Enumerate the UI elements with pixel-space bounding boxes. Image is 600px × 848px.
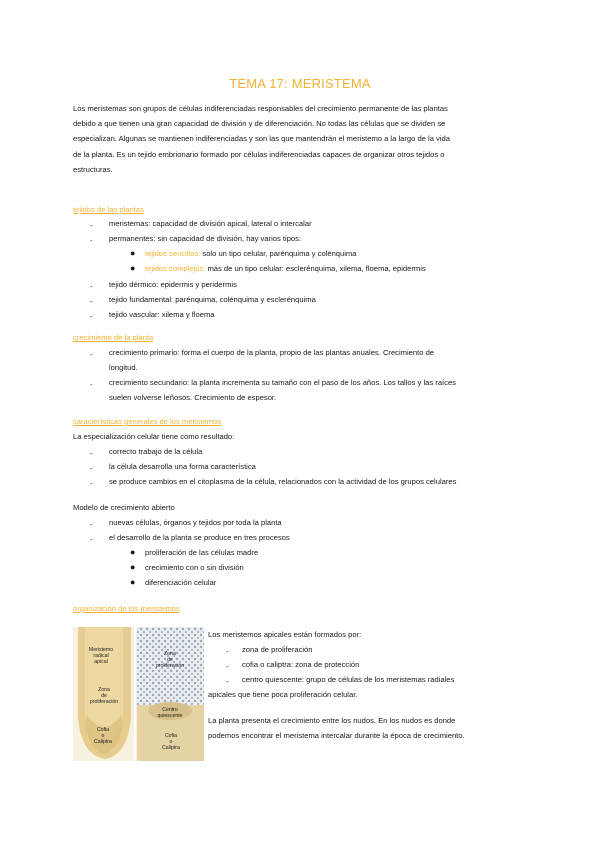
paragraph-line: podemos encontrar el meristema intercalar durante la época de crecimiento.: [208, 731, 465, 740]
meristem-micrograph-figure: [73, 627, 204, 761]
list-item: nuevas células, órganos y tejidos por toda la planta: [109, 518, 282, 527]
intro-line: estructuras.: [73, 164, 113, 174]
subitem-text: solo un tipo celular, parénquima y colénquima: [200, 249, 357, 258]
dash-bullet: -: [90, 221, 93, 230]
list-item: el desarrollo de la planta se produce en tres procesos: [109, 533, 290, 542]
subitem-text: más de un tipo celular: esclerénquima, xilema, floema, epidermis: [205, 264, 426, 273]
list-item: crecimiento primario: forma el cuerpo de la planta, propio de las plantas anuales. Crecimiento de: [109, 348, 435, 357]
list-item: centro quiescente: grupo de células de los meristemas radiales: [242, 675, 455, 684]
section-heading-caracteristicas: características generales de los meristemos: [73, 417, 222, 426]
list-item: tejido vascular: xilema y floema: [109, 310, 215, 319]
list-item: tejido dérmico: epidermis y peridermis: [109, 280, 237, 289]
figure-label-cofia-right: Cofia o Caliptra: [162, 733, 180, 751]
page-title: TEMA 17: MERISTEMA: [229, 76, 371, 91]
figure-label-centro: Centro quiescente: [157, 707, 183, 719]
intro-line: especializan. Algunas se mantienen indiferenciadas y son las que mantendrán el meristemo a la largo de la vida: [73, 134, 450, 144]
list-subitem: crecimiento con o sin división: [145, 563, 244, 572]
list-subitem: proliferación de las células madre: [145, 548, 259, 557]
dash-bullet: -: [226, 647, 229, 656]
list-item: crecimiento secundario: la planta incrementa su tamaño con el paso de los años. Los tallos y las raíces: [109, 378, 456, 387]
dash-bullet: -: [90, 479, 93, 488]
list-subitem: [145, 261, 426, 276]
dot-bullet: ●: [130, 248, 136, 258]
dash-bullet: -: [90, 535, 93, 544]
list-item-cont: longitud.: [109, 363, 138, 372]
figure-label-zona-right: Zona de proliferación: [155, 651, 185, 669]
list-item: cofia o caliptra: zona de protección: [242, 660, 360, 669]
intro-line: de la planta. Es un tejido embrionario formado por células indiferenciadas capaces de organizar otros tejidos o: [73, 149, 445, 159]
section-heading-tejidos: tejidos de las plantas: [73, 205, 144, 214]
dot-bullet: ●: [130, 263, 136, 273]
figure-label-meristemo: Meristemo radical apical: [88, 647, 114, 665]
figure-label-zona: Zona de proliferación: [89, 687, 119, 705]
list-item: tejido fundamental: parénquima, colénquima y esclerénquima: [109, 295, 316, 304]
highlight-term: tejidos complejos:: [145, 264, 206, 273]
intro-line: debido a que tienen una gran capacidad de división y de diferenciación. No todas las células que se dividen se: [73, 119, 446, 129]
dash-bullet: -: [90, 449, 93, 458]
list-item: meristemas: capacidad de división apical, lateral o intercalar: [109, 219, 312, 228]
list-item: se produce cambios en el citoplasma de la célula, relacionados con la actividad de los grupos celulares: [109, 477, 457, 486]
dot-bullet: ●: [130, 562, 136, 572]
dash-bullet: -: [90, 282, 93, 291]
figure-label-cofia: Cofia o Caliptra: [94, 727, 112, 745]
highlight-term: tejidos sencillos:: [145, 249, 201, 258]
dash-bullet: -: [90, 312, 93, 321]
list-subitem: [145, 246, 356, 261]
dash-bullet: -: [90, 464, 93, 473]
intro-line: Los meristemas son grupos de células indiferenciadas responsables del crecimiento permanente de las plantas: [73, 104, 448, 113]
paragraph-line: La planta presenta el crecimiento entre los nudos. En los nudos es donde: [208, 716, 456, 725]
section-heading-crecimiento: crecimiento de la planta: [73, 333, 154, 342]
intro-paragraph: [73, 101, 533, 177]
dot-bullet: ●: [130, 577, 136, 587]
section-lead: La especialización celular tiene como resultado:: [73, 432, 235, 441]
list-item: permanentes: sin capacidad de división, hay varios tipos:: [109, 234, 302, 243]
dash-bullet: -: [90, 236, 93, 245]
dash-bullet: -: [90, 297, 93, 306]
list-item-cont: suelen volverse leñosos. Crecimiento de espesor.: [109, 393, 277, 402]
dash-bullet: -: [90, 520, 93, 529]
dash-bullet: -: [226, 662, 229, 671]
dot-bullet: ●: [130, 547, 136, 557]
list-subitem: diferenciación celular: [145, 578, 217, 587]
section-heading-organizacion: organización de los meristemos: [73, 604, 180, 613]
list-item: zona de proliferación: [242, 645, 313, 654]
section-heading-modelo: Modelo de crecimiento abierto: [73, 503, 175, 512]
dash-bullet: -: [90, 350, 93, 359]
dash-bullet: -: [90, 380, 93, 389]
list-item: la célula desarrolla una forma característica: [109, 462, 256, 471]
list-item-cont: apicales que tiene poca proliferación celular.: [208, 690, 358, 699]
list-item: correcto trabajo de la célula: [109, 447, 203, 456]
dash-bullet: -: [226, 677, 229, 686]
section-lead: Los meristemos apicales están formados por:: [208, 630, 362, 639]
